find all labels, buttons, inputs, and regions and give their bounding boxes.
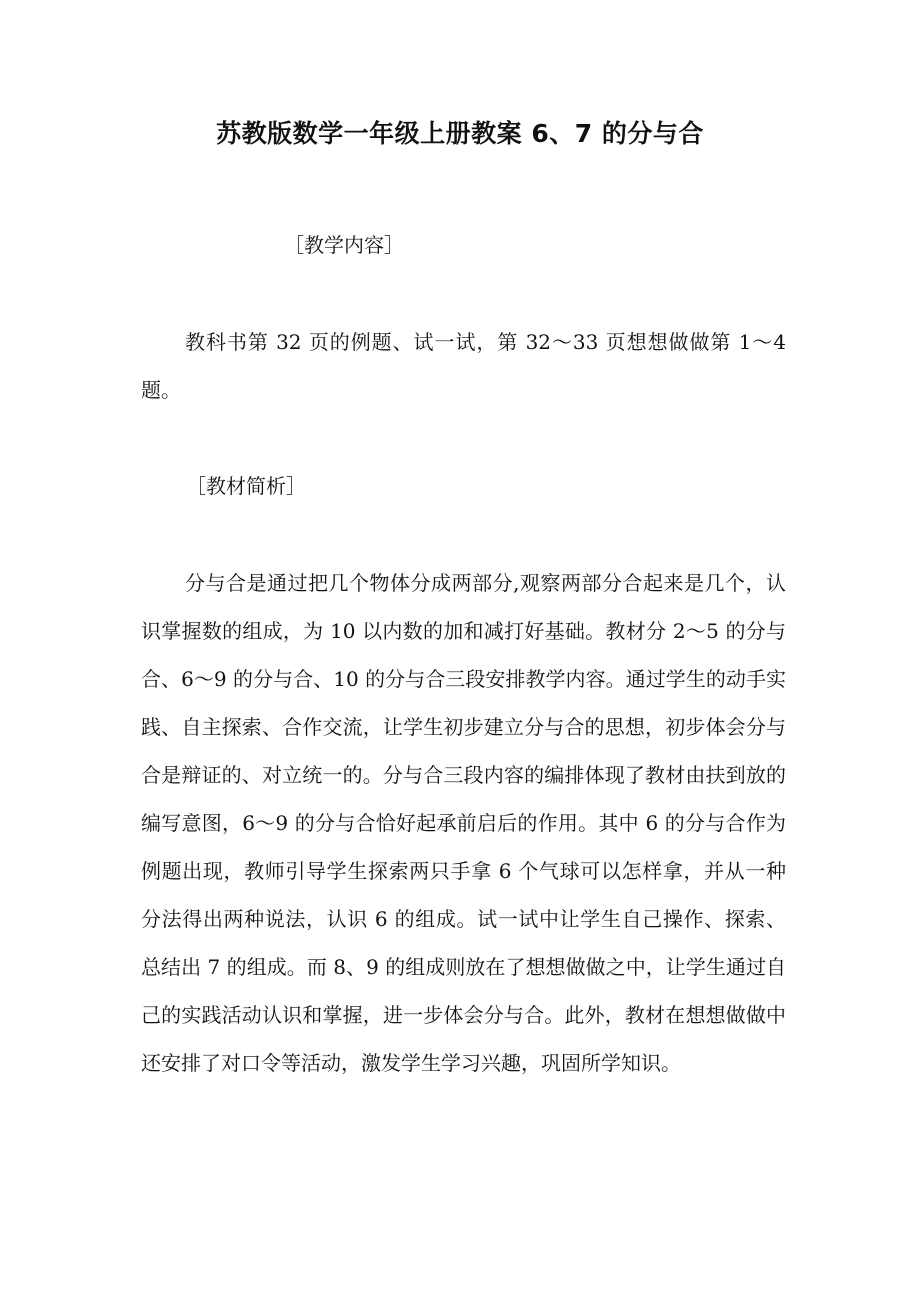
section-heading-teaching-content: ［教学内容］ <box>284 233 404 257</box>
section-body-textbook-analysis: 分与合是通过把几个物体分成两部分,观察两部分合起来是几个，认识掌握数的组成，为 10 以内数的加和减打好基础。教材分 2～5 的分与合、6～9 的分与合、10 的分与合三段安排教学内容。通过学生的动手实践、自主探索、合作交流，让学生初步建立分与合的思想，初步体会分与合是辩证的、对立统一的。分与合三段内容的编排体现了教材由扶到放的编写意图，6～9 的分与合恰好起承前启后的作用。其中 6 的分与合作为例题出现，教师引导学生探索两只手拿 6 个气球可以怎样拿，并从一种分法得出两种说法，认识 6 的组成。试一试中让学生自己操作、探索、总结出 7 的组成。而 8、9 的组成则放在了想想做做之中，让学生通过自己的实践活动认识和掌握，进一步体会分与合。此外，教材在想想做做中还安排了对口令等活动，激发学生学习兴趣，巩固所学知识。 <box>141 571 786 1075</box>
section-body-teaching-content: 教科书第 32 页的例题、试一试，第 32～33 页想想做做第 1～4 题。 <box>141 330 786 402</box>
section-heading-textbook-analysis: ［教材简析］ <box>186 474 306 498</box>
document-title: 苏教版数学一年级上册教案 6、7 的分与合 <box>216 119 704 148</box>
